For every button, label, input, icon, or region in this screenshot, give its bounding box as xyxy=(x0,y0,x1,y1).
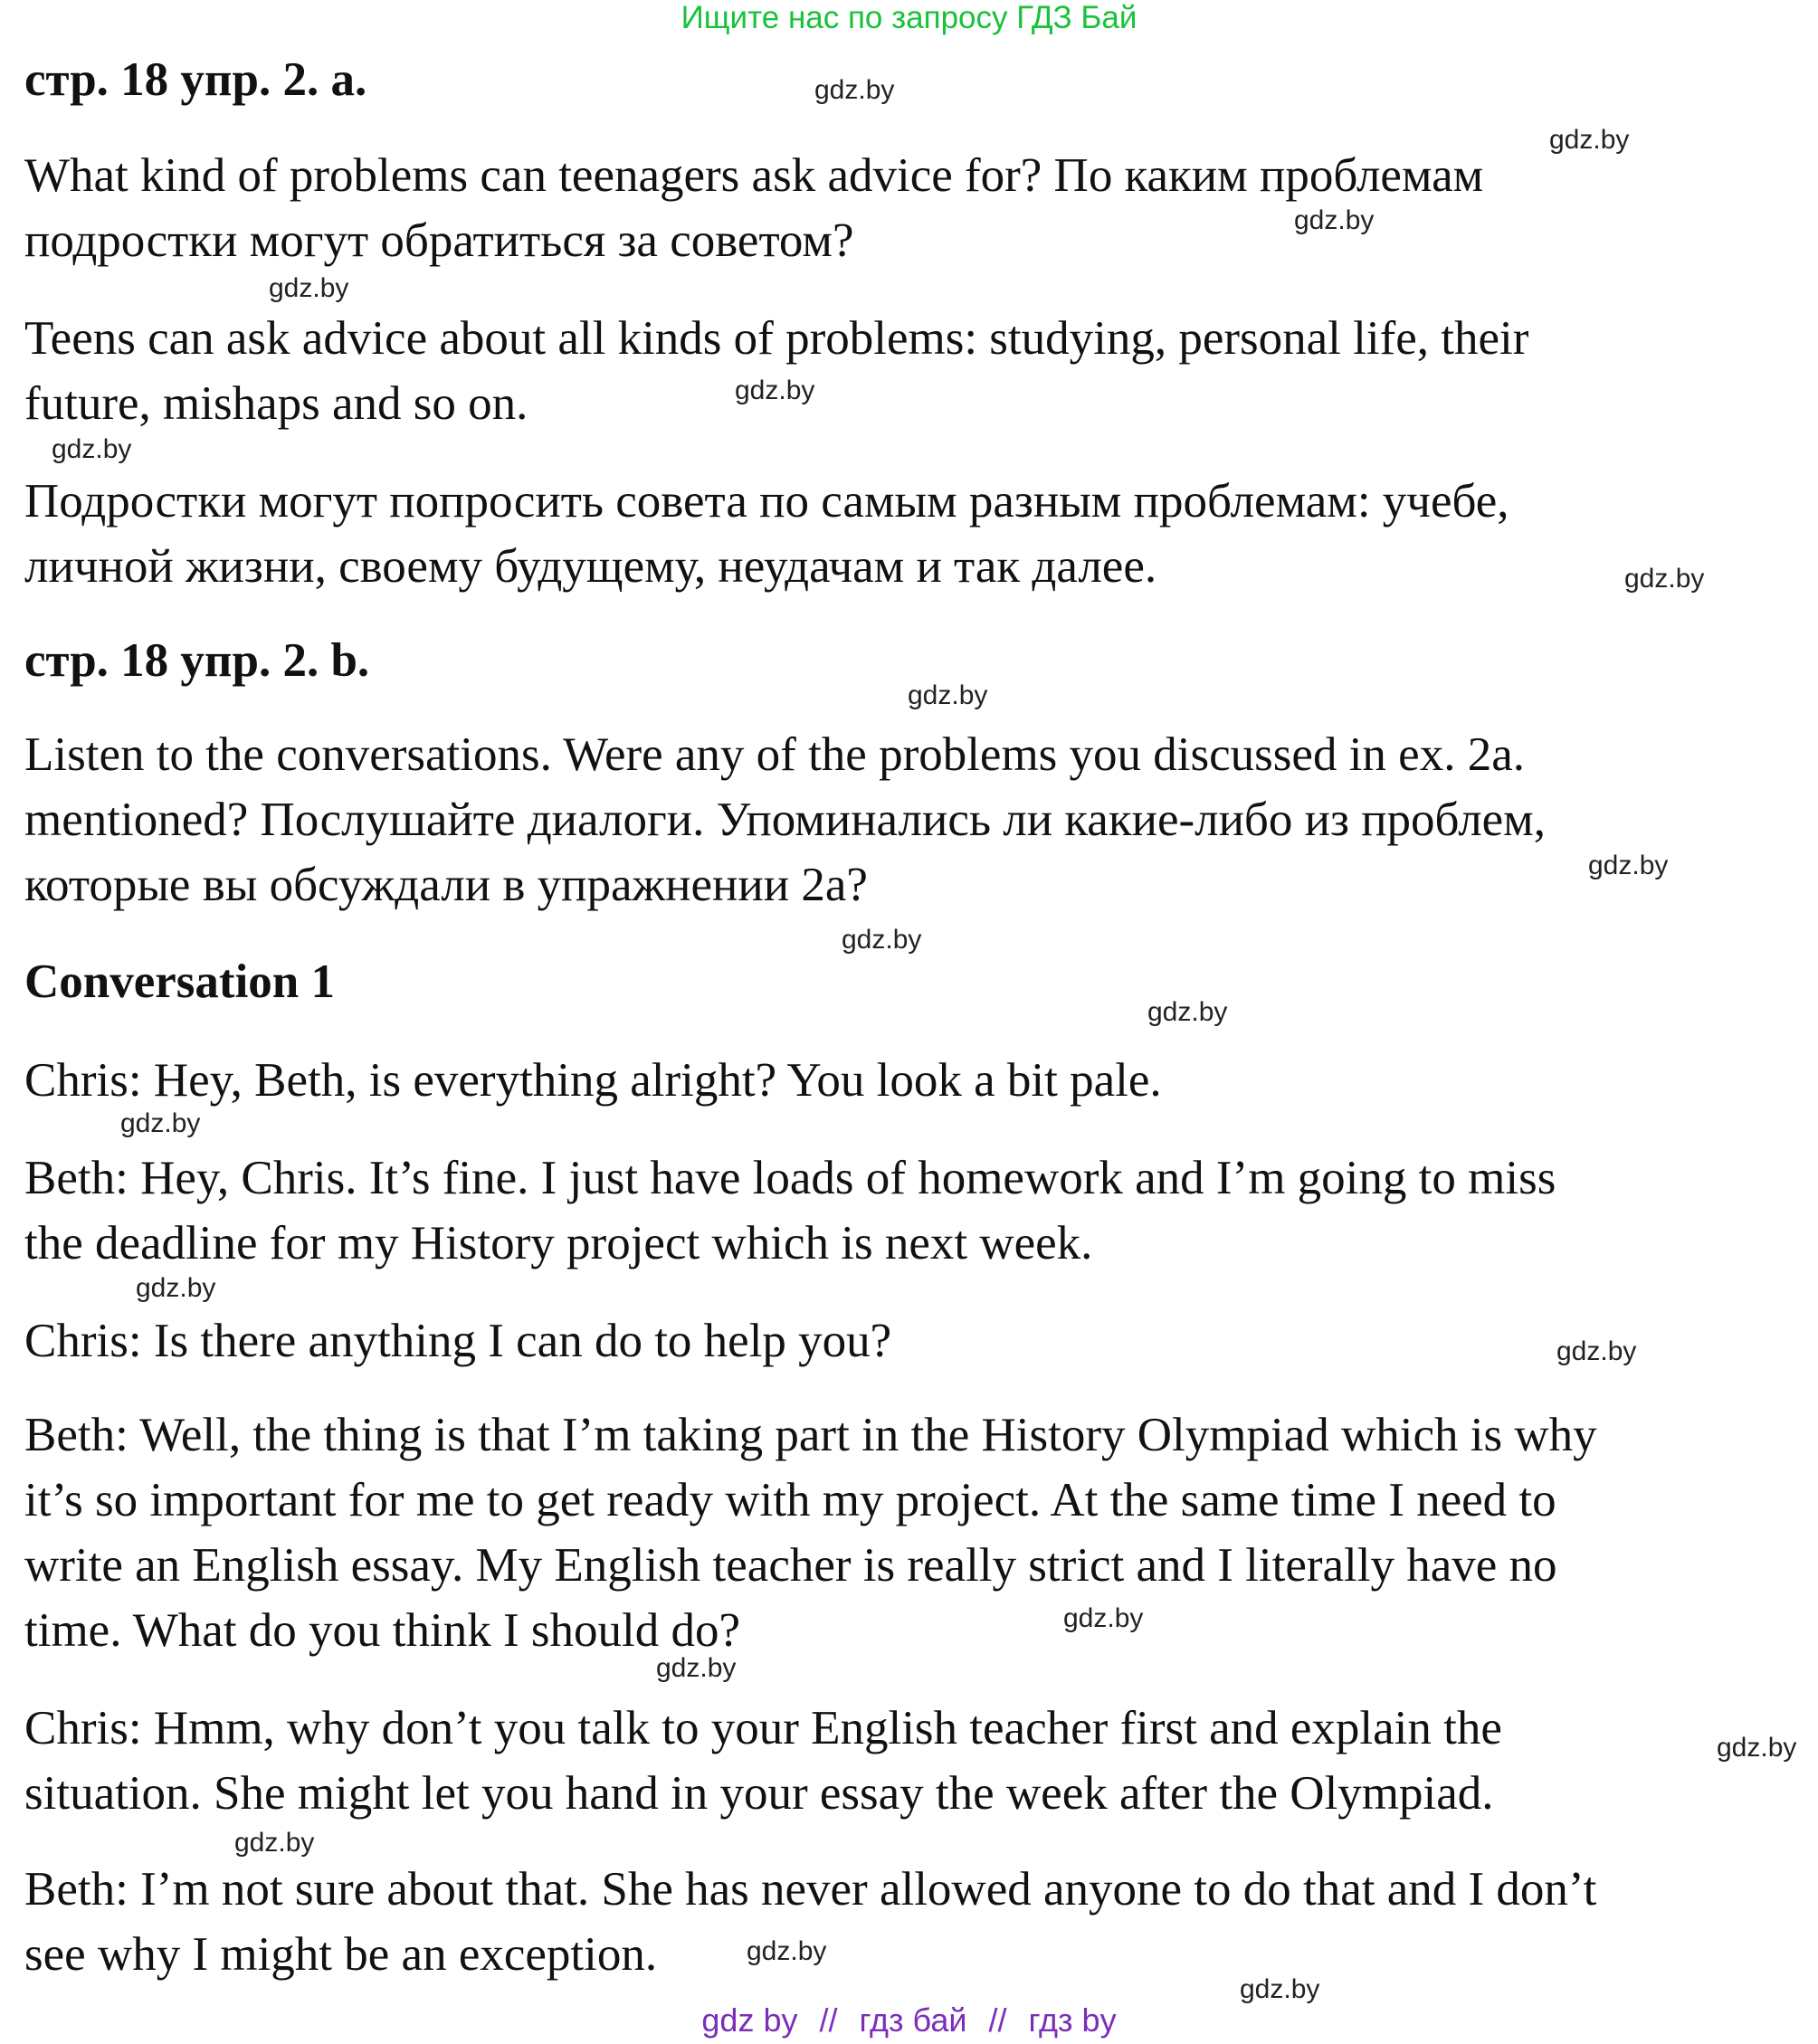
dialogue-line: the deadline for my History project which is next week. xyxy=(24,1217,1093,1269)
answer-ru-line-1: Подростки могут попросить совета по самым разным проблемам: учебе, xyxy=(24,475,1509,528)
answer-en-line-1: Teens can ask advice about all kinds of problems: studying, personal life, their xyxy=(24,312,1529,365)
watermark: gdz.by xyxy=(269,273,349,303)
conversation-title: Conversation 1 xyxy=(24,955,336,1008)
footer-links xyxy=(0,2001,1818,2040)
watermark: gdz.by xyxy=(1624,564,1705,594)
exercise-heading-b: стр. 18 упр. 2. b. xyxy=(24,634,370,687)
watermark: gdz.by xyxy=(747,1936,827,1966)
exercise-heading-a: стр. 18 упр. 2. a. xyxy=(24,53,367,106)
dialogue-line: Beth: I’m not sure about that. She has never allowed anyone to do that and I don’t xyxy=(24,1863,1597,1916)
dialogue-line: see why I might be an exception. xyxy=(24,1928,658,1981)
question-b-line-2: mentioned? Послушайте диалоги. Упоминались ли какие-либо из проблем, xyxy=(24,794,1546,846)
watermark: gdz.by xyxy=(735,376,815,405)
watermark: gdz.by xyxy=(1717,1733,1797,1763)
watermark: gdz.by xyxy=(656,1653,737,1683)
footer-link-gdz-by-ru[interactable]: гдз by xyxy=(1028,2001,1117,2039)
watermark: gdz.by xyxy=(234,1828,315,1858)
watermark: gdz.by xyxy=(1147,997,1228,1027)
watermark: gdz.by xyxy=(814,75,895,105)
top-banner[interactable]: Ищите нас по запросу ГДЗ Бай xyxy=(681,0,1137,35)
watermark: gdz.by xyxy=(1556,1336,1637,1366)
watermark: gdz.by xyxy=(120,1108,201,1138)
footer-link-gdz-by[interactable]: gdz by xyxy=(701,2001,798,2039)
answer-en-line-2: future, mishaps and so on. xyxy=(24,377,528,430)
watermark: gdz.by xyxy=(52,434,132,464)
watermark: gdz.by xyxy=(908,680,988,710)
dialogue-line: Beth: Well, the thing is that I’m taking part in the History Olympiad which is why xyxy=(24,1409,1597,1461)
watermark: gdz.by xyxy=(1588,851,1669,880)
dialogue-line: it’s so important for me to get ready with my project. At the same time I need to xyxy=(24,1474,1556,1526)
watermark: gdz.by xyxy=(1294,205,1375,235)
watermark: gdz.by xyxy=(1549,125,1630,155)
footer-link-gdz-bai[interactable]: гдз бай xyxy=(859,2001,967,2039)
watermark: gdz.by xyxy=(1240,1974,1320,2004)
question-b-line-1: Listen to the conversations. Were any of the problems you discussed in ex. 2a. xyxy=(24,728,1525,781)
watermark: gdz.by xyxy=(1063,1603,1144,1633)
watermark: gdz.by xyxy=(136,1273,216,1303)
dialogue-line: Chris: Hey, Beth, is everything alright? You look a bit pale. xyxy=(24,1054,1162,1107)
question-b-line-3: которые вы обсуждали в упражнении 2а? xyxy=(24,859,868,911)
dialogue-line: Chris: Hmm, why don’t you talk to your English teacher first and explain the xyxy=(24,1702,1502,1754)
dialogue-line: time. What do you think I should do? xyxy=(24,1604,740,1657)
answer-ru-line-2: личной жизни, своему будущему, неудачам и так далее. xyxy=(24,540,1157,593)
dialogue-line: write an English essay. My English teacher is really strict and I literally have no xyxy=(24,1539,1557,1592)
dialogue-line: Chris: Is there anything I can do to help you? xyxy=(24,1315,892,1367)
dialogue-line: situation. She might let you hand in your essay the week after the Olympiad. xyxy=(24,1767,1494,1820)
question-a-line-2: подростки могут обратиться за советом? xyxy=(24,214,854,267)
watermark: gdz.by xyxy=(842,925,922,955)
question-a-line-1: What kind of problems can teenagers ask advice for? По каким проблемам xyxy=(24,149,1484,202)
dialogue-line: Beth: Hey, Chris. It’s fine. I just have loads of homework and I’m going to miss xyxy=(24,1152,1556,1204)
footer-separator: // xyxy=(988,2001,1007,2039)
footer-separator: // xyxy=(819,2001,838,2039)
